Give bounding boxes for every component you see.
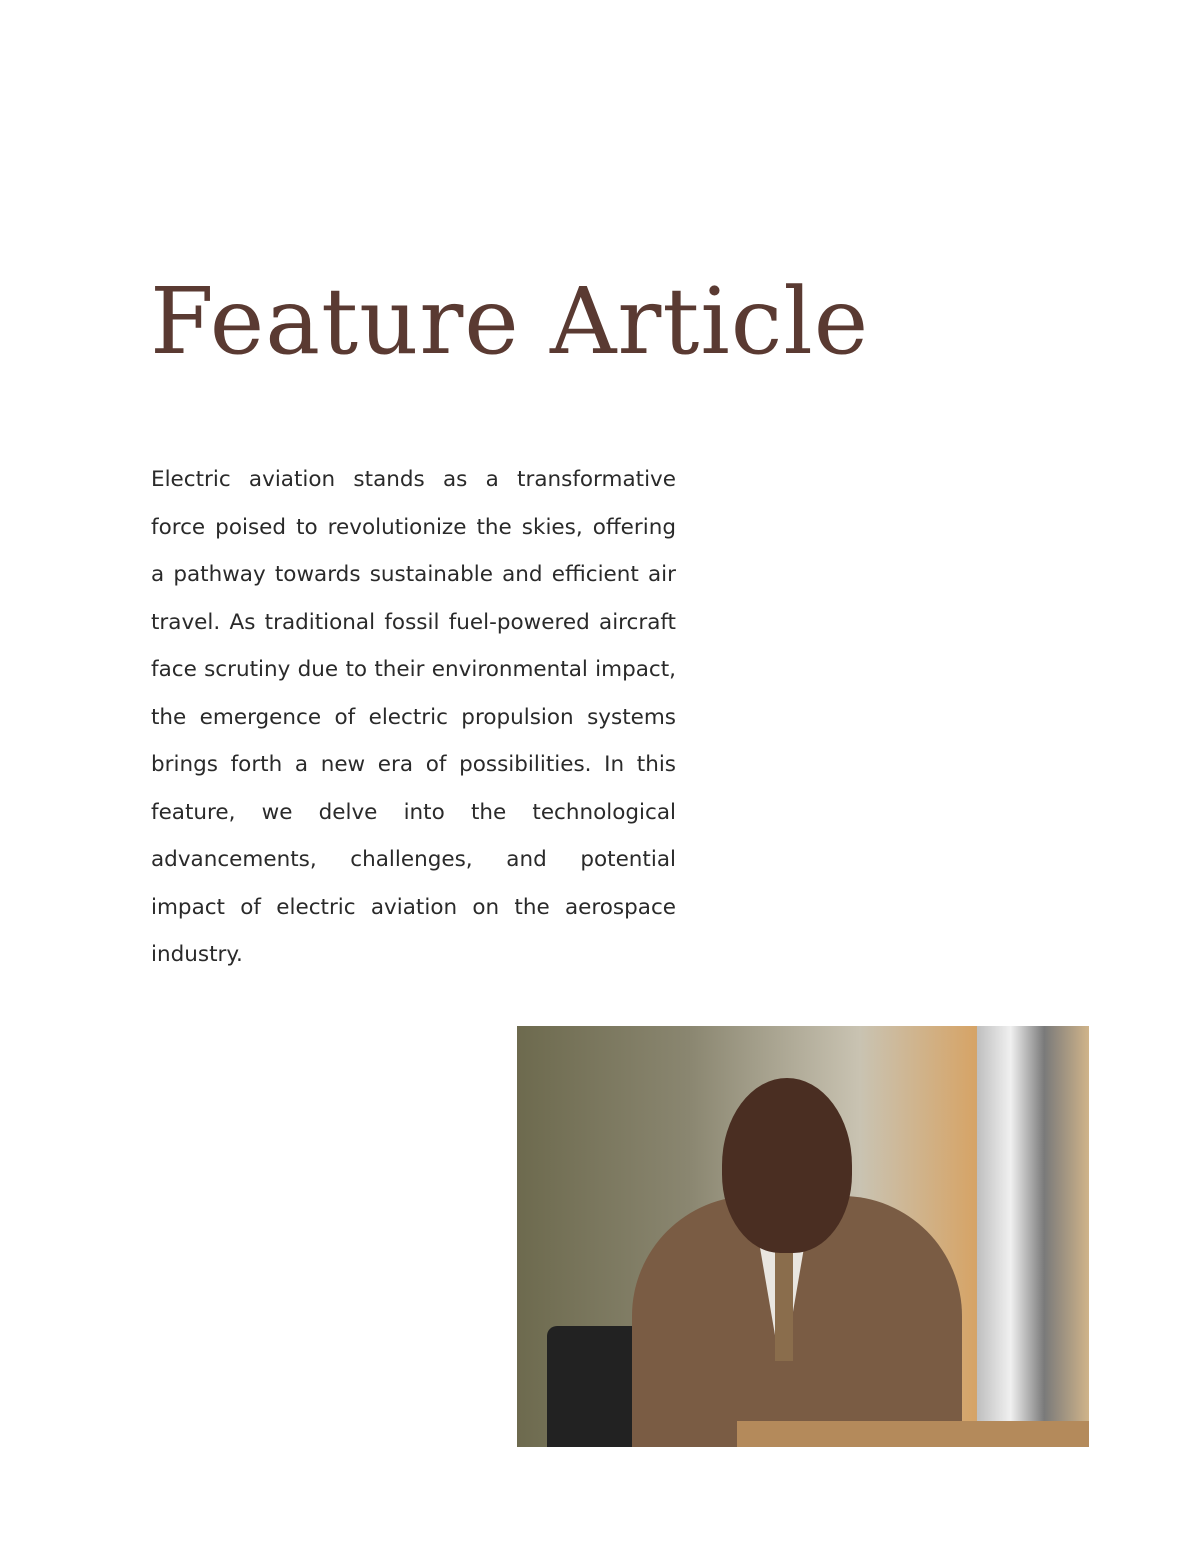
table: [737, 1421, 1089, 1447]
article-intro: Electric aviation stands as a transformative force poised to revolutionize the skies, offering a pathway towards sustainable and efficient air travel. As traditional fossil fuel-powered aircraft face scrutiny due to their environmental impact, the emergence of electric propulsion systems brings forth a new era of possibilities. In this feature, we delve into the technological advancements, challenges, and potential impact of electric aviation on the aerospace industry.: [151, 467, 676, 967]
article-photo: [517, 1026, 1089, 1447]
page-title: Feature Article: [150, 268, 870, 375]
tie: [775, 1241, 793, 1361]
head: [722, 1078, 852, 1253]
chair: [547, 1326, 642, 1447]
window: [977, 1026, 1089, 1447]
